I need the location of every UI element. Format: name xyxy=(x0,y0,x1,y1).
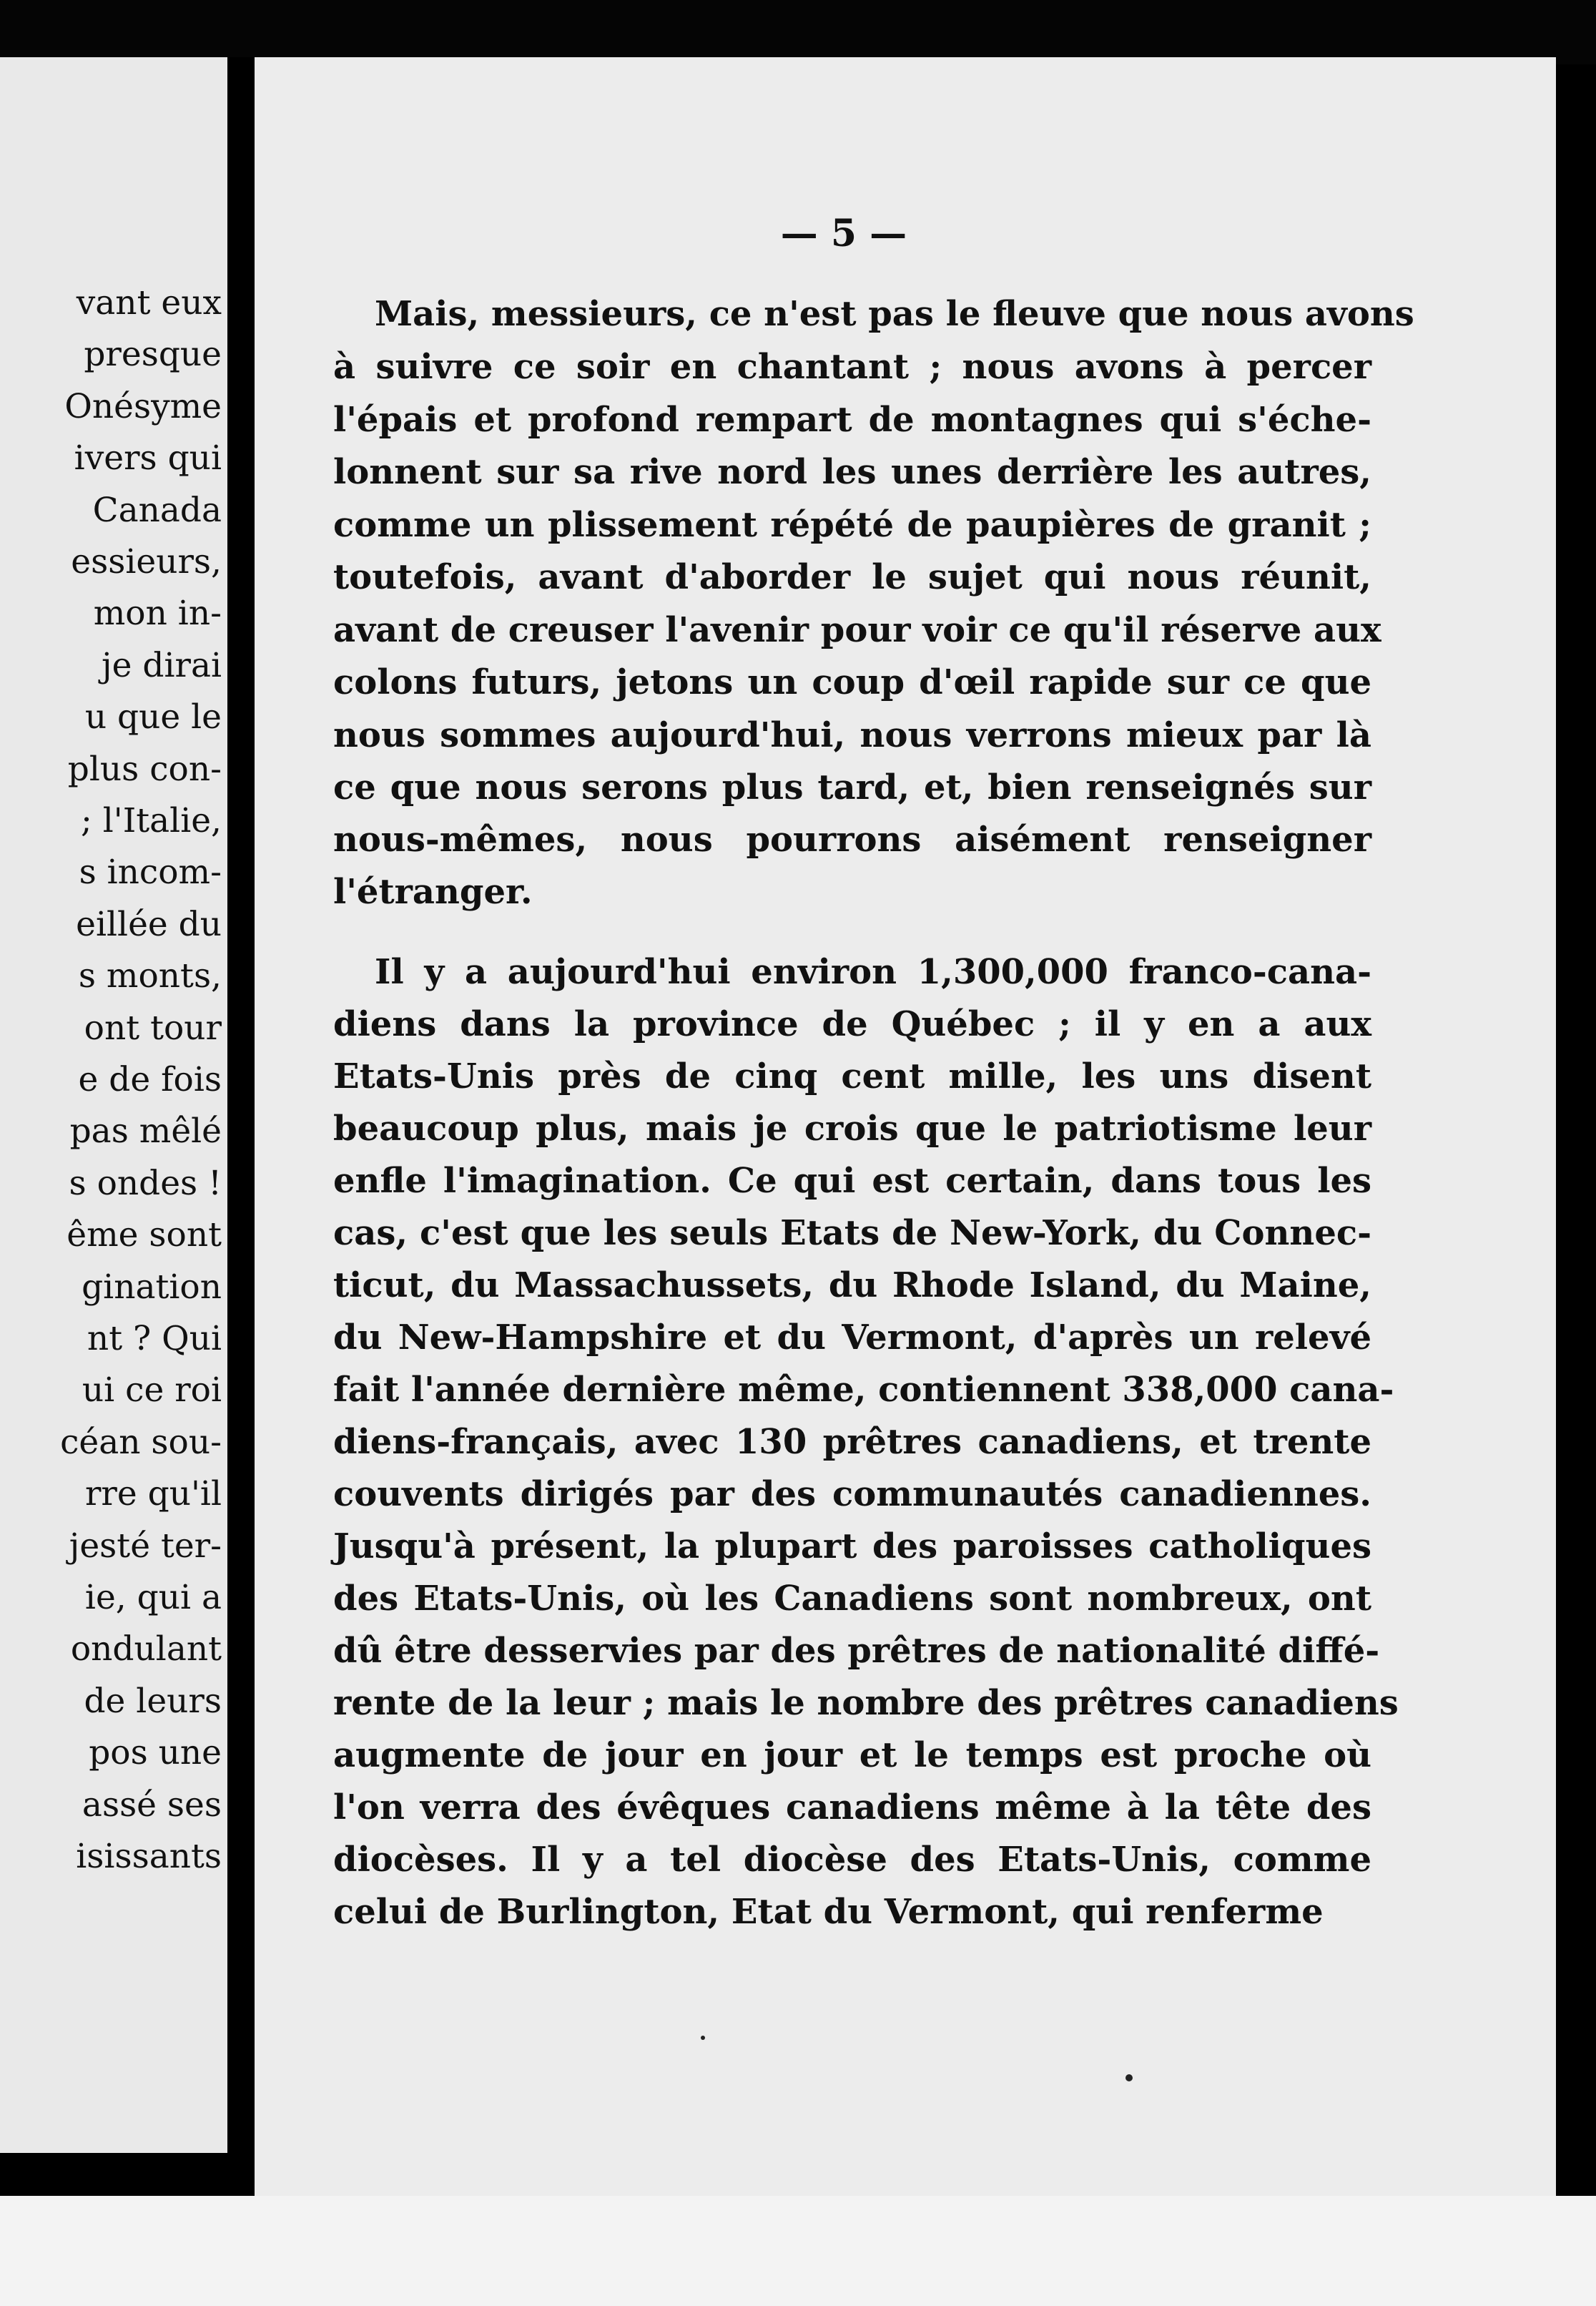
text-line: l'étranger. xyxy=(333,872,533,912)
left-page-line: s monts, xyxy=(78,956,222,996)
left-page-line: ême sont xyxy=(66,1215,222,1255)
left-page-line: gination xyxy=(82,1267,222,1307)
ink-speck xyxy=(701,2036,705,2040)
text-line: ticut, du Massachussets, du Rhode Island, du Maine, xyxy=(333,1265,1371,1305)
text-line: l'épais et profond rempart de montagnes qui s'éche- xyxy=(333,400,1371,440)
left-page-line: s ondes ! xyxy=(69,1163,222,1203)
text-line: fait l'année dernière même, contiennent 338,000 cana- xyxy=(333,1370,1394,1410)
text-line: comme un plissement répété de paupières de granit ; xyxy=(333,505,1371,545)
text-line: Mais, messieurs, ce n'est pas le fleuve que nous avons xyxy=(375,294,1414,334)
scan-border-bottom xyxy=(0,2196,1596,2306)
text-line: ce que nous serons plus tard, et, bien renseignés sur xyxy=(333,767,1371,808)
left-page-line: u que le xyxy=(84,697,222,737)
left-page-line: pas mêlé xyxy=(69,1112,222,1152)
left-page-line: ondulant xyxy=(70,1629,222,1669)
text-line: des Etats-Unis, où les Canadiens sont nombreux, ont xyxy=(333,1579,1371,1619)
left-page-line: Canada xyxy=(92,490,222,530)
left-page-line: presque xyxy=(84,335,222,375)
left-page-line: je dirai xyxy=(102,645,222,685)
text-line: Etats-Unis près de cinq cent mille, les uns disent xyxy=(333,1056,1371,1096)
left-page-line: de leurs xyxy=(84,1681,222,1721)
text-line: avant de creuser l'avenir pour voir ce qu'il réserve aux xyxy=(333,610,1381,650)
left-page-line: pos une xyxy=(89,1733,222,1773)
left-page-line: jesté ter- xyxy=(69,1526,222,1566)
left-page-line: rre qu'il xyxy=(84,1474,222,1514)
left-page-line: ; l'Italie, xyxy=(80,801,222,840)
text-line: nous-mêmes, nous pourrons aisément renseigner xyxy=(333,820,1371,860)
text-line: dû être desservies par des prêtres de nationalité diffé- xyxy=(333,1631,1380,1671)
left-page-line: céan sou- xyxy=(60,1422,222,1462)
left-page-line: essieurs, xyxy=(71,542,222,582)
left-page-line: e de fois xyxy=(78,1060,222,1099)
ink-speck xyxy=(1125,2074,1133,2081)
scan-border-top xyxy=(0,0,1596,64)
left-page-line: ont tour xyxy=(84,1008,222,1048)
left-page-line: assé ses xyxy=(82,1785,222,1825)
text-line: Jusqu'à présent, la plupart des paroisses catholiques xyxy=(333,1526,1371,1566)
book-spine xyxy=(227,57,255,2167)
text-line: diocèses. Il y a tel diocèse des Etats-Unis, comme xyxy=(333,1840,1371,1880)
text-line: celui de Burlington, Etat du Vermont, qui renferme xyxy=(333,1892,1324,1932)
text-line: Il y a aujourd'hui environ 1,300,000 franco-cana- xyxy=(375,952,1371,992)
text-line: du New-Hampshire et du Vermont, d'après un relevé xyxy=(333,1318,1371,1358)
left-page-line: isissants xyxy=(76,1837,222,1876)
left-page-line: plus con- xyxy=(67,749,222,789)
text-line: à suivre ce soir en chantant ; nous avons à percer xyxy=(333,347,1371,387)
text-line: l'on verra des évêques canadiens même à la tête des xyxy=(333,1787,1371,1827)
left-page-line: nt ? Qui xyxy=(87,1319,222,1358)
left-page-line: mon in- xyxy=(93,594,222,634)
left-page-line: s incom- xyxy=(79,853,222,893)
left-page-line: vant eux xyxy=(76,283,222,323)
left-page xyxy=(0,57,227,2153)
text-line: colons futurs, jetons un coup d'œil rapide sur ce que xyxy=(333,662,1371,702)
text-line: augmente de jour en jour et le temps est proche où xyxy=(333,1735,1371,1775)
text-line: lonnent sur sa rive nord les unes derrière les autres, xyxy=(333,452,1371,492)
text-line: cas, c'est que les seuls Etats de New-York, du Connec- xyxy=(333,1213,1371,1253)
left-page-line: ivers qui xyxy=(74,438,222,479)
text-line: toutefois, avant d'aborder le sujet qui nous réunit, xyxy=(333,557,1371,597)
page-number: — 5 — xyxy=(780,212,907,255)
text-line: diens dans la province de Québec ; il y en a aux xyxy=(333,1004,1371,1044)
text-line: couvents dirigés par des communautés canadiennes. xyxy=(333,1474,1371,1514)
left-page-line: ui ce roi xyxy=(82,1370,222,1410)
text-line: beaucoup plus, mais je crois que le patriotisme leur xyxy=(333,1109,1371,1149)
text-line: diens-français, avec 130 prêtres canadiens, et trente xyxy=(333,1422,1371,1462)
left-page-line: ie, qui a xyxy=(84,1578,222,1617)
left-page-line: Onésyme xyxy=(64,386,222,426)
left-page-line: eillée du xyxy=(76,904,222,944)
text-line: nous sommes aujourd'hui, nous verrons mieux par là xyxy=(333,715,1371,755)
text-line: enfle l'imagination. Ce qui est certain, dans tous les xyxy=(333,1161,1371,1201)
text-line: rente de la leur ; mais le nombre des prêtres canadiens xyxy=(333,1683,1399,1723)
